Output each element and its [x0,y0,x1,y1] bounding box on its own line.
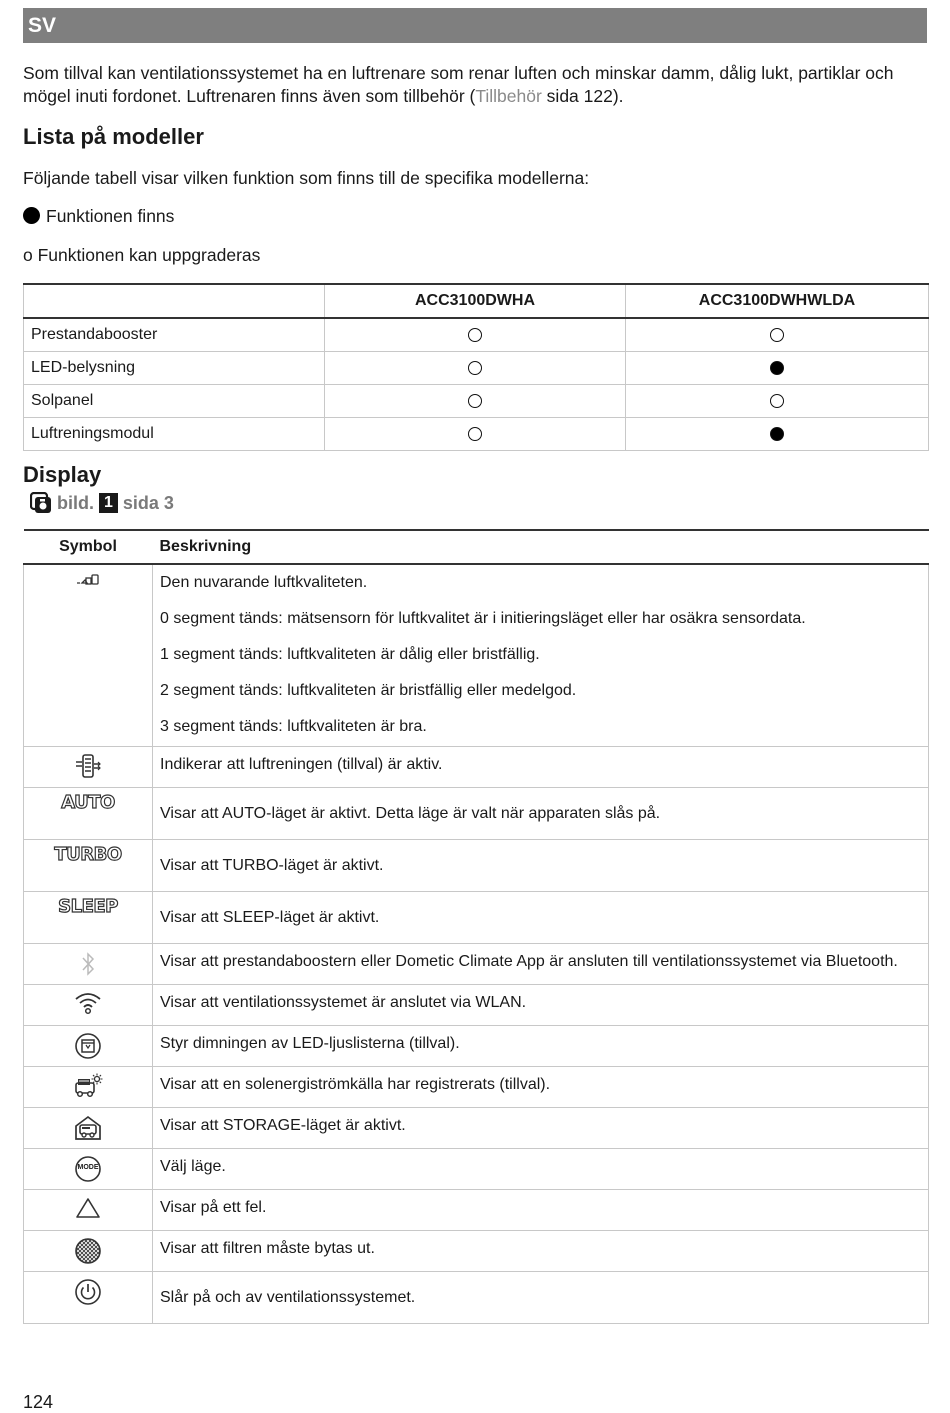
model-feature-row [24,418,929,451]
model-col-1: ACC3100DWHA [325,284,626,318]
description-text: Slår på och av ventilationssystemet. [160,1289,416,1306]
figure-reference[interactable] [30,492,174,514]
symbol-cell [24,788,153,840]
description-cell [153,1272,929,1324]
filled-circle-icon [770,361,784,375]
filled-dot-icon [23,207,40,224]
empty-circle-icon [770,394,784,408]
warning-icon [31,1190,145,1220]
description-text: Välj läge. [160,1158,226,1175]
description-text: Visar att en solenergiströmkälla har registrerats (tillval). [160,1076,551,1093]
storage-icon [31,1108,145,1142]
symbol-cell [24,840,153,892]
display-row [24,788,929,840]
description-text: Visar att STORAGE-läget är aktivt. [160,1117,406,1134]
icon-label: TURBO [54,844,122,865]
language-bar [23,8,927,43]
figure-page: sida 3 [122,492,174,513]
intro-text: Som tillval kan ventilationssystemet ha en luftrenare som renar luften och minskar damm, dålig lukt, partiklar och mögel inuti fordonet. Luftrenaren finns även som tillbehör ( [23,63,894,106]
auto-icon [31,788,145,813]
display-row [24,1231,929,1272]
symbol-cell [24,944,153,985]
description-line: 1 segment tänds: luftkvaliteten är dålig eller bristfällig. [160,646,540,663]
display-row [24,840,929,892]
air-quality-icon [31,565,145,587]
description-cell [153,1231,929,1272]
filled-circle-icon [770,427,784,441]
symbol-cell [24,1067,153,1108]
empty-circle-icon [770,328,784,342]
display-row [24,1067,929,1108]
display-row [24,1149,929,1190]
display-heading: Display [23,462,102,487]
models-heading: Lista på modeller [23,124,204,149]
icon-label: MODE [77,1164,99,1171]
page-number: 124 [23,1392,54,1412]
display-row [24,1272,929,1324]
feature-name: Prestandabooster [24,318,325,352]
description-cell [153,1108,929,1149]
symbol-cell [24,1026,153,1067]
description-cell [153,985,929,1026]
figure-number: 1 [99,493,118,513]
description-cell [153,892,929,944]
model-col-2: ACC3100DWHWLDA [626,284,929,318]
empty-circle-icon [468,361,482,375]
description-cell [153,747,929,788]
solar-icon [31,1067,145,1099]
sleep-icon [31,892,145,917]
description-text: Visar att AUTO-läget är aktivt. Detta läge är valt när apparaten slås på. [160,805,661,822]
feature-upgradable-cell [626,385,929,418]
language-code: SV [28,14,57,37]
symbol-cell [24,1231,153,1272]
symbol-cell [24,1272,153,1324]
description-line: Den nuvarande luftkvaliteten. [160,574,368,591]
power-icon [31,1272,145,1306]
description-text: Visar att ventilationssystemet är anslutet via WLAN. [160,994,527,1011]
models-col-empty [24,284,325,318]
intro-text-end: sida 122). [541,86,624,106]
display-table [23,529,929,1324]
display-row [24,985,929,1026]
model-feature-row [24,318,929,352]
description-text: Indikerar att luftreningen (tillval) är aktiv. [160,756,443,773]
feature-upgradable-cell [626,318,929,352]
display-row [24,1108,929,1149]
description-line: 0 segment tänds: mätsensorn för luftkvalitet är i initieringsläget eller har osäkra sensordata. [160,610,806,627]
description-column-header: Beskrivning [153,530,929,564]
display-row [24,892,929,944]
empty-circle-icon [468,394,482,408]
display-row [24,564,929,747]
air-purifier-icon [31,747,145,779]
feature-available-cell [626,352,929,385]
description-cell [153,564,929,747]
empty-circle-icon [468,427,482,441]
feature-name: Luftreningsmodul [24,418,325,451]
feature-upgradable-cell [325,352,626,385]
figure-label: bild. [57,492,94,513]
filter-icon [31,1231,145,1265]
mode-icon [31,1149,145,1183]
legend-available [23,206,174,227]
symbol-cell [24,1190,153,1231]
display-row [24,1190,929,1231]
symbol-cell [24,892,153,944]
description-cell [153,1067,929,1108]
display-row [24,1026,929,1067]
description-cell [153,944,929,985]
description-cell [153,1026,929,1067]
symbol-cell [24,985,153,1026]
description-text: Visar att filtren måste bytas ut. [160,1240,375,1257]
intro-paragraph [23,62,923,108]
legend-upgradable: o Funktionen kan uppgraderas [23,245,261,265]
description-cell [153,788,929,840]
description-text: Visar att TURBO-läget är aktivt. [160,857,384,874]
description-text: Visar att SLEEP-läget är aktivt. [160,909,380,926]
icon-label: AUTO [61,792,115,813]
description-cell [153,1149,929,1190]
bluetooth-icon [31,944,145,978]
feature-available-cell [626,418,929,451]
accessories-link[interactable]: Tillbehör [475,86,542,106]
legend-available-text: Funktionen finns [46,206,175,226]
feature-upgradable-cell [325,418,626,451]
models-intro: Följande tabell visar vilken funktion som finns till de specifika modellerna: [23,168,590,188]
symbol-column-header: Symbol [24,530,153,564]
display-row [24,747,929,788]
turbo-icon [31,840,145,865]
description-text: Styr dimningen av LED-ljuslisterna (tillval). [160,1035,460,1052]
icon-label: SLEEP [58,896,118,917]
feature-name: LED-belysning [24,352,325,385]
models-table [23,283,929,451]
feature-upgradable-cell [325,385,626,418]
led-dimmer-icon [31,1026,145,1060]
symbol-cell [24,564,153,747]
description-line: 3 segment tänds: luftkvaliteten är bra. [160,718,427,735]
symbol-cell [24,1108,153,1149]
description-cell [153,1190,929,1231]
wifi-icon [31,985,145,1015]
display-row [24,944,929,985]
model-feature-row [24,352,929,385]
empty-circle-icon [468,328,482,342]
description-cell [153,840,929,892]
model-feature-row [24,385,929,418]
camera-icon [30,492,52,514]
description-text: Visar att prestandaboostern eller Dometic Climate App är ansluten till ventilationssystemet via Bluetooth. [160,953,898,970]
feature-upgradable-cell [325,318,626,352]
description-text: Visar på ett fel. [160,1199,267,1216]
feature-name: Solpanel [24,385,325,418]
description-line: 2 segment tänds: luftkvaliteten är bristfällig eller medelgod. [160,682,577,699]
symbol-cell [24,747,153,788]
symbol-cell [24,1149,153,1190]
